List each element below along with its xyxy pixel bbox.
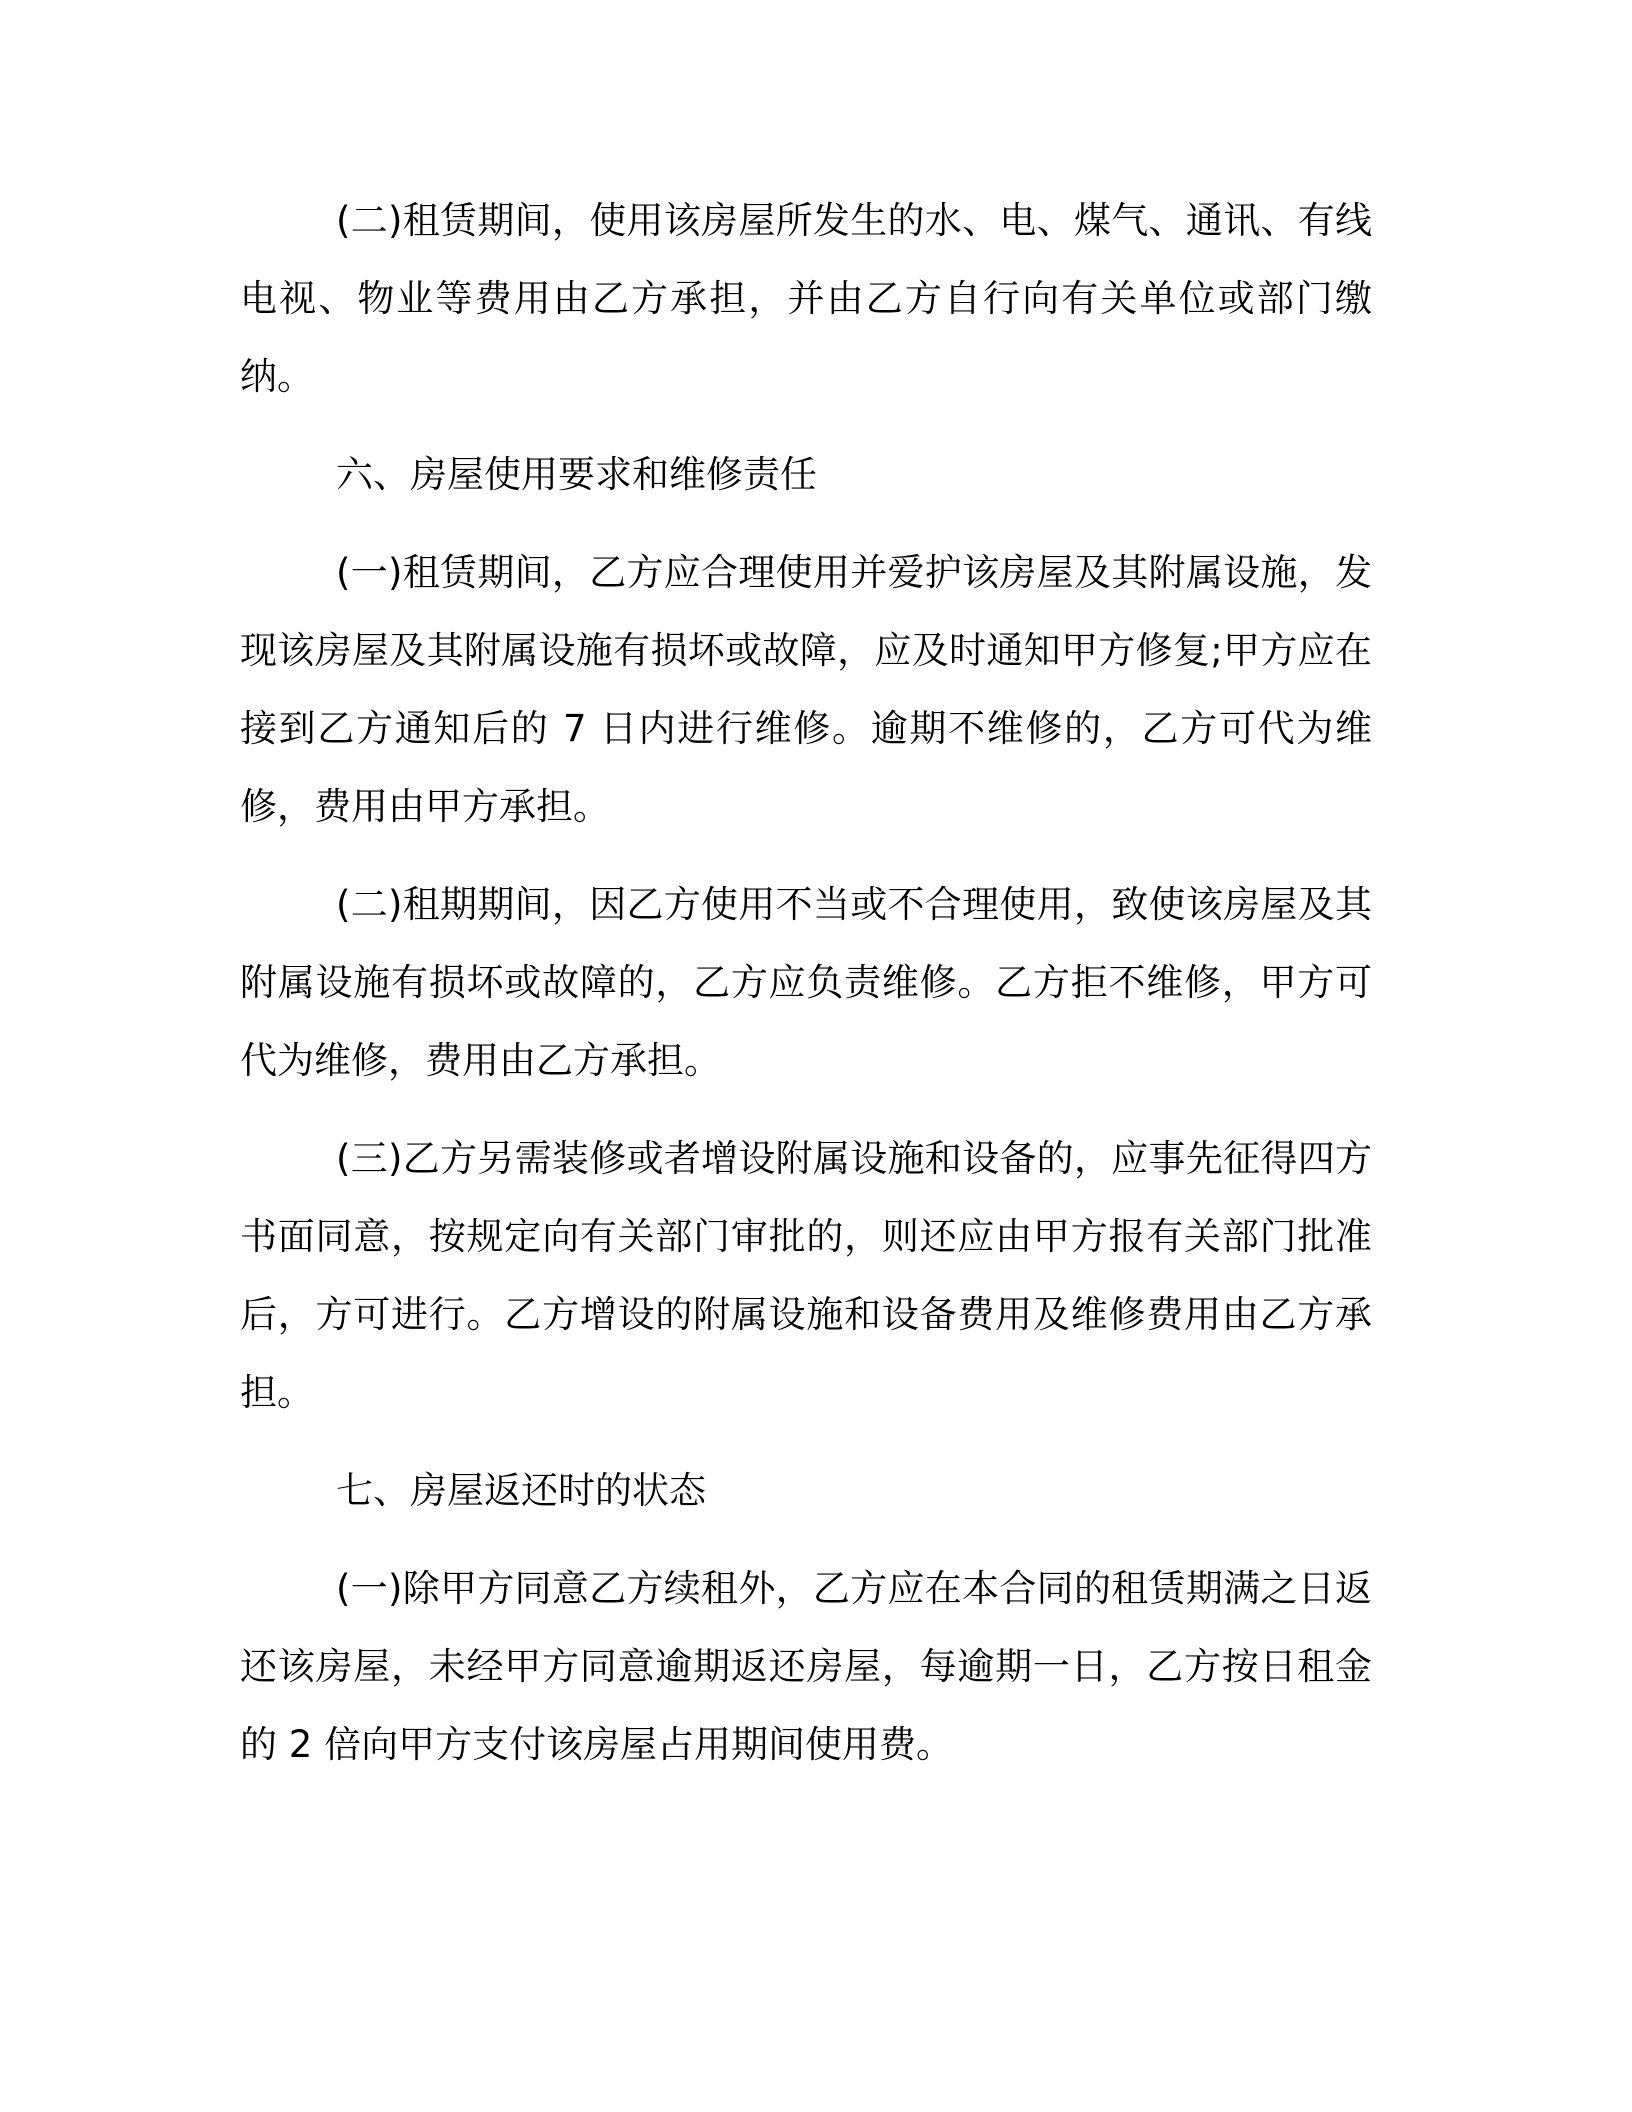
paragraph-gap — [240, 846, 1372, 866]
section-6-heading: 六、房屋使用要求和维修责任 — [336, 453, 817, 496]
paragraph-gap — [240, 1530, 1372, 1550]
clause-5-2-utilities: (二)租赁期间，使用该房屋所发生的水、电、煤气、通讯、有线电视、物业等费用由乙方承担，并由乙方自行向有关单位或部门缴纳。 — [240, 199, 1372, 398]
paragraph-gap — [240, 1100, 1372, 1120]
clause-6-1-repairs: (一)租赁期间，乙方应合理使用并爱护该房屋及其附属设施，发现该房屋及其附属设施有损坏或故障，应及时通知甲方修复;甲方应在接到乙方通知后的 7 日内进行维修。逾期不维修的，乙方可代为维修，费用由甲方承担。 — [240, 551, 1372, 828]
clause-6-3-renovation: (三)乙方另需装修或者增设附属设施和设备的，应事先征得四方书面同意，按规定向有关部门审批的，则还应由甲方报有关部门批准后，方可进行。乙方增设的附属设施和设备费用及维修费用由乙方承担。 — [240, 1137, 1372, 1414]
clause-6-2-misuse: (二)租期期间，因乙方使用不当或不合理使用，致使该房屋及其附属设施有损坏或故障的，乙方应负责维修。乙方拒不维修，甲方可代为维修，费用由乙方承担。 — [240, 883, 1372, 1082]
section-7-heading: 七、房屋返还时的状态 — [336, 1469, 706, 1512]
clause-7-1-return: (一)除甲方同意乙方续租外，乙方应在本合同的租赁期满之日返还该房屋，未经甲方同意逾期返还房屋，每逾期一日，乙方按日租金的 2 倍向甲方支付该房屋占用期间使用费。 — [240, 1567, 1372, 1766]
paragraph-gap — [240, 1432, 1372, 1452]
paragraph-gap — [240, 416, 1372, 436]
paragraph-gap — [240, 514, 1372, 534]
document-body — [240, 182, 1372, 1784]
